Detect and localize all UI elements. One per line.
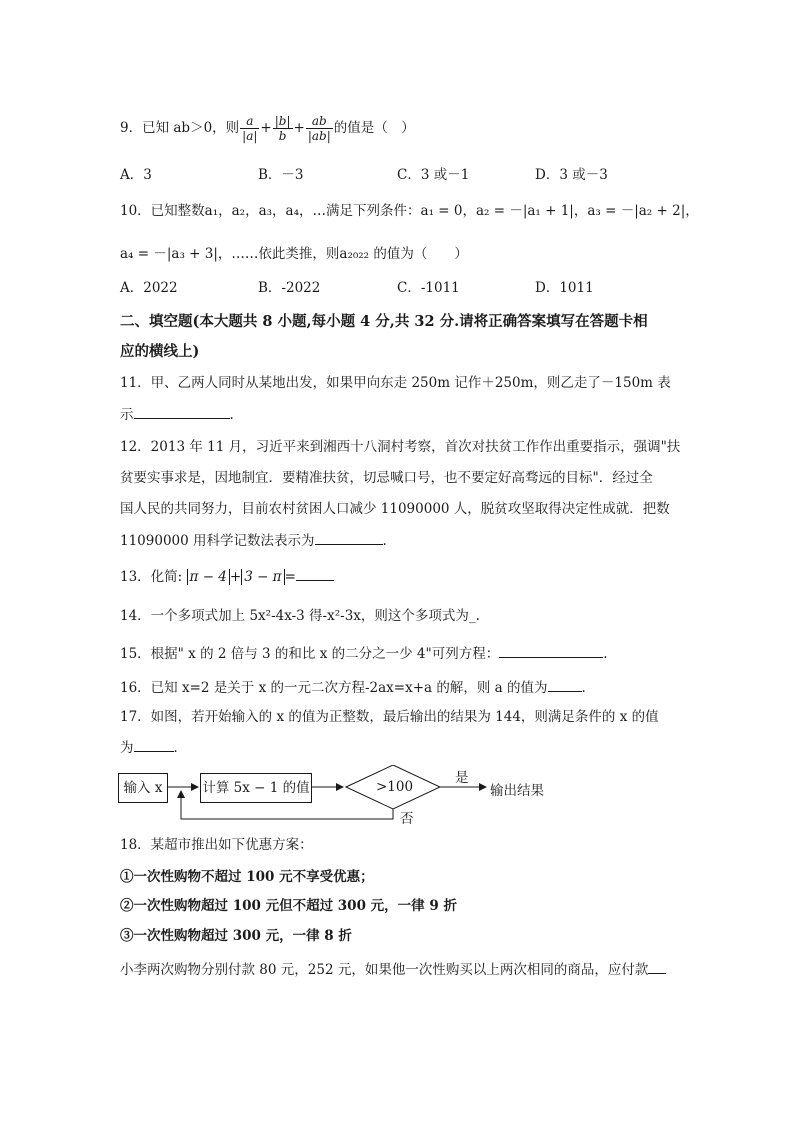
flow-no-label: 否 xyxy=(400,811,414,827)
option-b[interactable]: B．－3 xyxy=(258,167,304,183)
fraction-ab-over-abs-ab: $\frac{ab}{|ab|}$ xyxy=(307,114,331,143)
question-17-line-2: 为 ． xyxy=(120,737,187,758)
question-13: 13．化简: π − 4 + 3 − π = xyxy=(120,566,334,587)
question-9-stem: 9．已知 ab＞0，则 $\frac{a}{|a|}$ + $\frac{|b|}{b}$ + $\frac{ab}{|ab|}$ 的值是（ ） xyxy=(120,114,415,143)
flow-input-box: 输入 x xyxy=(118,773,168,803)
question-11-line-1: 11．甲、乙两人同时从某地出发，如果甲向东走 250m 记作＋250m，则乙走了－150m 表 xyxy=(120,375,671,391)
answer-blank[interactable] xyxy=(134,737,174,752)
option-d[interactable]: D．1011 xyxy=(535,280,594,296)
option-d[interactable]: D．3 或－3 xyxy=(535,167,608,183)
abs-pi-minus-4: π − 4 xyxy=(187,569,230,585)
option-c[interactable]: C．3 或－1 xyxy=(397,167,470,183)
discount-rule-2: ②一次性购物超过 100 元但不超过 300 元，一律 9 折 xyxy=(120,898,457,914)
answer-blank[interactable] xyxy=(315,530,383,545)
abs-3-minus-pi: 3 − π xyxy=(241,569,284,585)
question-11-line-2: 示 . xyxy=(120,404,234,425)
question-18-line-1: 18．某超市推出如下优惠方案： xyxy=(120,837,313,853)
answer-blank[interactable] xyxy=(499,643,603,658)
discount-rule-1: ①一次性购物不超过 100 元不享受优惠； xyxy=(120,869,374,885)
question-12-line-1: 12．2013 年 11 月，习近平来到湘西十八洞村考察，首次对扶贫工作作出重要指示，强调"扶 xyxy=(120,439,681,455)
flow-yes-label: 是 xyxy=(455,770,469,786)
question-18-last-line: 小李两次购物分别付款 80 元，252 元，如果他一次性购买以上两次相同的商品，应付款 xyxy=(120,959,666,980)
answer-blank[interactable] xyxy=(134,404,230,419)
question-16: 16．已知 x=2 是关于 x 的一元二次方程-2ax=x+a 的解，则 a 的值为 . xyxy=(120,677,586,698)
discount-rule-3: ③一次性购物超过 300 元，一律 8 折 xyxy=(120,928,352,944)
question-9-options xyxy=(120,165,680,185)
question-12-line-4: 11090000 用科学记数法表示为 . xyxy=(120,530,387,551)
answer-blank[interactable] xyxy=(296,566,334,581)
question-10-line-1: 10．已知整数a₁，a₂，a₃，a₄，…满足下列条件：a₁ = 0，a₂ = －|a₁ + 1|，a₃ = －|a₂ + 2|， xyxy=(120,203,699,219)
question-17-line-1: 17．如图，若开始输入的 x 的值为正整数，最后输出的结果为 144，则满足条件的 x 的值 xyxy=(120,709,659,725)
flow-condition-label: >100 xyxy=(376,779,414,795)
fraction-a-over-abs-a: $\frac{a}{|a|}$ xyxy=(242,114,258,143)
question-14: 14．一个多项式加上 5x²-4x-3 得-x²-3x，则这个多项式为_. xyxy=(120,608,480,624)
question-15: 15．根据" x 的 2 倍与 3 的和比 x 的二分之一少 4"可列方程： . xyxy=(120,643,608,664)
flow-compute-box: 计算 5x − 1 的值 xyxy=(200,773,312,803)
question-12-line-3: 国人民的共同努力，目前农村贫困人口减少 11090000 人，脱贫攻坚取得决定性成就．把数 xyxy=(120,501,670,517)
option-b[interactable]: B．-2022 xyxy=(258,280,321,296)
flowchart xyxy=(118,765,578,825)
answer-blank[interactable] xyxy=(648,959,666,974)
section-2-heading-line-1: 二、填空题(本大题共 8 小题,每小题 4 分,共 32 分.请将正确答案填写在答题卡相 xyxy=(120,313,648,330)
option-c[interactable]: C．-1011 xyxy=(397,280,460,296)
question-12-line-2: 贫要实事求是，因地制宜．要精准扶贫，切忌喊口号，也不要定好高骛远的目标"．经过全 xyxy=(120,470,653,486)
section-2-heading-line-2: 应的横线上) xyxy=(120,343,200,360)
option-a[interactable]: A．3 xyxy=(120,167,152,183)
flow-output-label: 输出结果 xyxy=(490,783,544,799)
question-10-options xyxy=(120,278,680,298)
fraction-abs-b-over-b: $\frac{|b|}{b}$ xyxy=(274,114,291,143)
question-10-line-2: a₄ = －|a₃ + 3|，……依此类推，则a₂₀₂₂ 的值为（ ） xyxy=(120,246,468,262)
answer-blank[interactable] xyxy=(548,677,582,692)
option-a[interactable]: A．2022 xyxy=(120,280,178,296)
